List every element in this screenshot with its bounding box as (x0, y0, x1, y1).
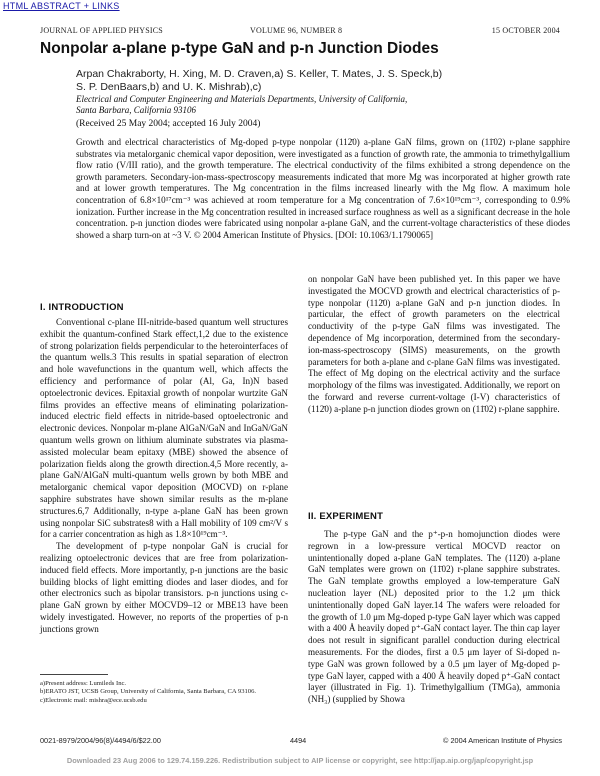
journal-name: JOURNAL OF APPLIED PHYSICS (40, 26, 163, 35)
issn-code: 0021-8979/2004/96(8)/4494/6/$22.00 (40, 736, 161, 745)
copyright-notice: © 2004 American Institute of Physics (443, 736, 562, 745)
intro-paragraph-2: The development of p-type nonpolar GaN is crucial for realizing optoelectronic devices that are free from polarization-induced field effects. More importantly, p-n junctions are the basic building blocks of light emitting diodes and laser diodes, and for other electronics such as bipolar transistors. p-n junctions using c-plane GaN grown by either MOCVD9–12 or MBE13 have been widely investigated. However, no reports of the properties of p-n junctions grown (40, 541, 288, 634)
author-list (76, 68, 546, 93)
footnote-c: c)Electronic mail: mishra@ece.ucsb.edu (40, 696, 147, 704)
footnote-divider (40, 674, 108, 675)
footnote-a: a)Present address: Lumileds Inc. (40, 680, 127, 687)
left-column (40, 317, 288, 636)
paper-title: Nonpolar a-plane p-type GaN and p-n Junction Diodes (40, 40, 439, 57)
experiment-paragraph: The p-type GaN and the p⁺-p-n homojunction diodes were regrown in a low-pressure vertical MOCVD reactor on unintentionally doped a-plane GaN templates. The (112̄0) a-plane GaN templates were grown on (11̄02) r-plane sapphire substrates. The GaN template growths employed a low-temperature GaN nucleation layer (NL) deposited prior to the 1.2 μm thick unintentionally doped GaN layer.14 The wafers were reloaded for the growth of 1.0 μm Mg-doped p-type GaN layer which was capped with a 400 Å heavily doped p⁺-GaN contact layer. The thin cap layer does not result in significant parallel conduction during electrical measurements. For the diodes, first a 0.5 μm layer of Si-doped n-type GaN was grown followed by a 0.5 μm layer of Mg-doped p-type GaN layer, capped with a 400 Å heavily doped p⁺-GaN contact layer (illustrated in Fig. 1). Trimethylgallium (TMGa), ammonia (NH₃) (supplied by Showa (308, 529, 560, 705)
received-dates: (Received 25 May 2004; accepted 16 July 2004) (76, 119, 261, 129)
authors-line-2: S. P. DenBaars,b) and U. K. Mishrab),c) (76, 80, 262, 93)
authors-line-1: Arpan Chakraborty, H. Xing, M. D. Craven,a) S. Keller, T. Mates, J. S. Speck,b) (76, 68, 443, 80)
volume-number: VOLUME 96, NUMBER 8 (250, 26, 343, 35)
affiliation-line-2: Santa Barbara, California 93106 (76, 104, 197, 115)
abstract: Growth and electrical characteristics of Mg-doped p-type nonpolar (112̄0) a-plane GaN films, grown on (11̄02) r-plane sapphire substrates via metalorganic chemical vapor deposition, were investigated as a function of growth rate, the ammonia to trimethylgallium flow ratio (V/III ratio), and the growth temperature. The electrical conductivity of the films exhibited a strong dependence on the growth parameters. Secondary-ion-mass-spectroscopy measurements indicated that more Mg was incorporated at higher growth rate and at lower growth temperatures. The Mg concentration in the films increased linearly with the Mg flow. A maximum hole concentration of 6.8×10¹⁷cm⁻³ was achieved at room temperature for a Mg concentration of 7.6×10¹⁹cm⁻³, corresponding to 0.9% ionization. Further increase in the Mg concentration resulted in increased surface roughness as well as a significant decrease in the hole concentration. p-n junction diodes were fabricated using nonpolar a-plane GaN, and the current-voltage characteristics of these diodes showed a sharp turn-on at ~3 V. © 2004 American Institute of Physics. [DOI: 10.1063/1.1790065] (76, 137, 570, 240)
section-heading-experiment: II. EXPERIMENT (308, 511, 384, 522)
footnote-b: b)ERATO JST, UCSB Group, University of California, Santa Barbara, CA 93106. (40, 688, 257, 696)
right-column-top (308, 274, 560, 416)
download-notice: Downloaded 23 Aug 2006 to 129.74.159.226. Redistribution subject to AIP license or copyright, see http://jap.aip.org/jap/copyright.jsp (66, 756, 534, 765)
right-column-experiment (308, 529, 560, 706)
issue-date: 15 OCTOBER 2004 (491, 26, 560, 35)
intro-continuation: on nonpolar GaN have been published yet. In this paper we have investigated the MOCVD growth and electrical characteristics of p-type nonpolar (112̄0) a-plane GaN and p-n junction diodes. In particular, the effect of growth parameters on the electrical conductivity of the p-type GaN films was investigated. The dependence of Mg incorporation, determined from the secondary-ion-mass-spectroscopy (SIMS) measurements, on the growth parameters for both a-plane and c-plane GaN films was investigated. The effect of Mg doping on the electrical activity and the surface morphology of the films was investigated. Additionally, we report on the forward and reverse current-voltage (I-V) characteristics of (112̄0) a-plane p-n junction diodes grown on (11̄02) r-plane sapphire. (308, 274, 560, 414)
footnotes (40, 680, 290, 705)
affiliation (76, 94, 546, 115)
html-abstract-links-link[interactable]: HTML ABSTRACT + LINKS (3, 1, 120, 11)
section-heading-introduction: I. INTRODUCTION (40, 302, 124, 313)
page-number: 4494 (290, 736, 307, 745)
affiliation-line-1: Electrical and Computer Engineering and Materials Departments, University of California, (76, 94, 408, 104)
top-link-bar (0, 0, 600, 16)
intro-paragraph-1: Conventional c-plane III-nitride-based quantum well structures exhibit the quantum-confined Stark effect,1,2 due to the existence of strong polarization fields perpendicular to the heterointerfaces of the quantum wells.3 This results in spatial separation of electron and hole wavefunctions in the quantum well, which affects the efficiency and performance of polar (Al, Ga, In)N based optoelectronic devices. Epitaxial growth of nonpolar wurtzite GaN films provides an effective means of eliminating polarization-induced electric field effects in nitride-based optoelectronic and electronic devices. Nonpolar m-plane AlGaN/GaN and InGaN/GaN quantum wells grown on lithium aluminate substrates via plasma-assisted molecular beam epitaxy (MBE) showed the absence of polarization fields along the growth direction.4,5 More recently, a-plane GaN/AlGaN multi-quantum wells grown by both MBE and metalorganic chemical vapor deposition (MOCVD) on r-plane sapphire substrates have shown similar results as the m-plane structures.6,7 Additionally, n-type a-plane GaN has been grown using nonpolar SiC substrates8 with a Hall mobility of 109 cm²/V s for a carrier concentration as high as 1.8×10¹⁹cm⁻³. (40, 317, 288, 540)
page-footer (40, 736, 562, 748)
